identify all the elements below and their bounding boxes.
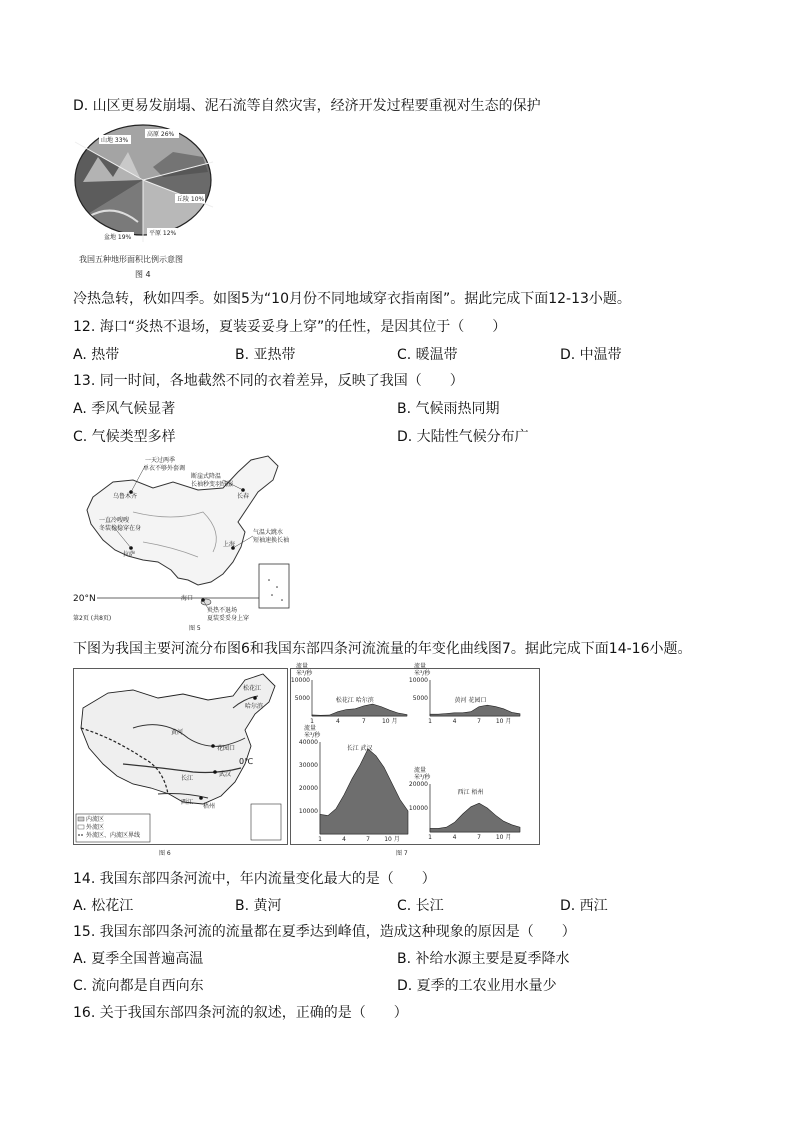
- fig7-axis-unit: 米³/秒: [414, 670, 431, 677]
- fig5-annotation: 冬装稳稳穿在身: [99, 525, 142, 532]
- q16-stem: 16. 关于我国东部四条河流的叙述，正确的是（ ）: [73, 1005, 408, 1021]
- fig7-axis-title: 流量: [414, 663, 427, 670]
- fig6-place: 武汉: [219, 771, 232, 778]
- fig6-place: 黄河: [171, 729, 184, 736]
- fig7-xtick-label: 1: [318, 836, 322, 843]
- fig7-axis-title: 流量: [296, 663, 309, 670]
- fig7-series-title: 西江 梧州: [457, 789, 484, 796]
- fig7-xtick-label: 7: [477, 834, 482, 841]
- fig5-annotation: 单衣不够外套调: [143, 465, 186, 472]
- fig7-xtick-label: 1: [428, 718, 432, 725]
- fig5-annotation: 一直冷嗖嗖: [99, 517, 130, 524]
- fig6-legend-item: 外流区、内流区界线: [86, 832, 141, 839]
- fig7-xtick-label: 10 月: [384, 836, 400, 843]
- fig7-ytick-label: 40000: [298, 739, 318, 746]
- q14-option-d[interactable]: D. 西江: [560, 898, 608, 914]
- fig5-city: 长春: [237, 493, 250, 500]
- fig7-ytick-label: 5000: [412, 695, 428, 702]
- fig5-annotation: 炎热不退场: [207, 607, 238, 614]
- fig4-sector-label: 丘陵 10%: [177, 196, 205, 203]
- fig4-sector-label: 平原 12%: [149, 230, 177, 237]
- fig7-ytick-label: 10000: [290, 677, 310, 684]
- fig5-page-note: 第2页 (共8页): [73, 615, 112, 622]
- fig6-label: 图 6: [159, 850, 171, 857]
- fig7-xtick-label: 4: [452, 718, 457, 725]
- fig5-annotation: 长袖秒变羽绒服: [191, 481, 234, 488]
- fig7-axis-title: 流量: [414, 767, 427, 774]
- fig5-annotation: 一天过两季: [145, 457, 176, 464]
- fig7-axis-title: 流量: [304, 725, 317, 732]
- q12-option-a[interactable]: A. 热带: [73, 347, 120, 363]
- fig7-ytick-label: 10000: [298, 808, 318, 815]
- intro-14-16: 下图为我国主要河流分布图6和我国东部四条河流流量的年变化曲线图7。据此完成下面14-16小题。: [73, 641, 692, 657]
- fig4-sector-label: 盆地 19%: [104, 234, 132, 241]
- figure-6: [73, 668, 288, 858]
- q15-stem: 15. 我国东部四条河流的流量都在夏季达到峰值，造成这种现象的原因是（ ）: [73, 924, 576, 940]
- q13-option-b[interactable]: B. 气候雨热同期: [397, 401, 500, 417]
- fig7-xtick-label: 4: [452, 834, 457, 841]
- fig7-axis-unit: 米³/秒: [296, 670, 313, 677]
- fig7-series-title: 松花江 哈尔滨: [335, 697, 374, 704]
- q13-option-a[interactable]: A. 季风气候显著: [73, 401, 176, 417]
- fig7-xtick-label: 1: [428, 834, 432, 841]
- fig5-annotation: 断崖式降温: [191, 473, 222, 480]
- fig6-place: 花园口: [217, 745, 236, 752]
- q12-stem: 12. 海口“炎热不退场，夏装妥妥身上穿”的任性，是因其位于（ ）: [73, 319, 507, 335]
- q12-option-b[interactable]: B. 亚热带: [235, 347, 296, 363]
- fig7-xtick-label: 1: [310, 718, 314, 725]
- q15-option-c[interactable]: C. 流向都是自西向东: [73, 978, 204, 994]
- fig6-place: 梧州: [203, 803, 216, 810]
- fig5-label: 图 5: [189, 625, 201, 632]
- q15-option-a[interactable]: A. 夏季全国普遍高温: [73, 951, 204, 967]
- figure-4: [73, 122, 213, 282]
- q13-stem: 13. 同一时间，各地截然不同的衣着差异，反映了我国（ ）: [73, 373, 464, 389]
- fig5-annotation: 夏装妥妥身上穿: [207, 615, 250, 622]
- fig7-label: 图 7: [396, 850, 408, 857]
- figure-7: [290, 663, 540, 858]
- fig5-annotation: 气温大跳水: [253, 529, 284, 536]
- q15-option-d[interactable]: D. 夏季的工农业用水量少: [397, 978, 557, 994]
- fig4-caption: 我国五种地形面积比例示意图: [79, 255, 183, 264]
- fig5-city: 上海: [223, 541, 236, 548]
- q12-option-c[interactable]: C. 暖温带: [397, 347, 458, 363]
- fig7-series-title: 黄河 花园口: [454, 697, 487, 704]
- q12-option-d[interactable]: D. 中温带: [560, 347, 622, 363]
- fig6-place: 哈尔滨: [245, 703, 264, 710]
- fig7-ytick-label: 20000: [298, 785, 318, 792]
- q14-option-b[interactable]: B. 黄河: [235, 898, 282, 914]
- fig7-ytick-label: 10000: [408, 677, 428, 684]
- q13-option-c[interactable]: C. 气候类型多样: [73, 429, 176, 445]
- q14-option-a[interactable]: A. 松花江: [73, 898, 134, 914]
- fig7-xtick-label: 10 月: [495, 718, 512, 725]
- fig7-series-title: 长江 武汉: [346, 745, 373, 752]
- fig5-lat-label: 20°N: [73, 594, 96, 604]
- fig7-axis-unit: 米³/秒: [414, 774, 431, 781]
- fig7-xtick-label: 4: [342, 836, 346, 843]
- q13-option-d[interactable]: D. 大陆性气候分布广: [397, 429, 529, 445]
- fig7-ytick-label: 10000: [408, 805, 428, 812]
- figure-5: [73, 452, 313, 634]
- fig4-label: 图 4: [135, 270, 151, 279]
- fig7-xtick-label: 10 月: [495, 834, 512, 841]
- q11-option-d: D. 山区更易发崩塌、泥石流等自然灾害，经济开发过程要重视对生态的保护: [73, 98, 541, 114]
- fig5-annotation: 短袖速换长袖: [253, 537, 290, 544]
- fig6-legend-item: 外流区: [86, 824, 105, 831]
- fig7-ytick-label: 20000: [408, 781, 428, 788]
- fig5-city: 乌鲁木齐: [113, 493, 138, 500]
- fig6-place: 长江: [181, 775, 194, 782]
- fig7-ytick-label: 5000: [294, 695, 310, 702]
- fig7-xtick-label: 10 月: [381, 718, 398, 725]
- q14-option-c[interactable]: C. 长江: [397, 898, 444, 914]
- fig6-place: 松花江: [243, 685, 262, 692]
- fig7-xtick-label: 7: [361, 718, 366, 725]
- fig7-axis-unit: 米³/秒: [304, 732, 321, 739]
- intro-12-13: 冷热急转，秋如四季。如图5为“10月份不同地域穿衣指南图”。据此完成下面12-13小题。: [73, 291, 631, 307]
- q14-stem: 14. 我国东部四条河流中，年内流量变化最大的是（ ）: [73, 871, 436, 887]
- fig7-xtick-label: 4: [335, 718, 340, 725]
- q15-option-b[interactable]: B. 补给水源主要是夏季降水: [397, 951, 570, 967]
- fig4-sector-label: 高原 26%: [147, 131, 175, 138]
- fig6-place: 西江: [181, 799, 194, 806]
- fig5-city: 海口: [181, 595, 194, 602]
- fig6-legend-item: 内流区: [86, 816, 105, 823]
- fig7-ytick-label: 30000: [298, 762, 318, 769]
- fig7-xtick-label: 7: [477, 718, 482, 725]
- fig4-sector-label: 山地 33%: [101, 137, 129, 144]
- fig6-isotherm: 0℃: [239, 757, 254, 766]
- fig5-city: 拉萨: [123, 551, 136, 558]
- fig7-xtick-label: 7: [366, 836, 370, 843]
